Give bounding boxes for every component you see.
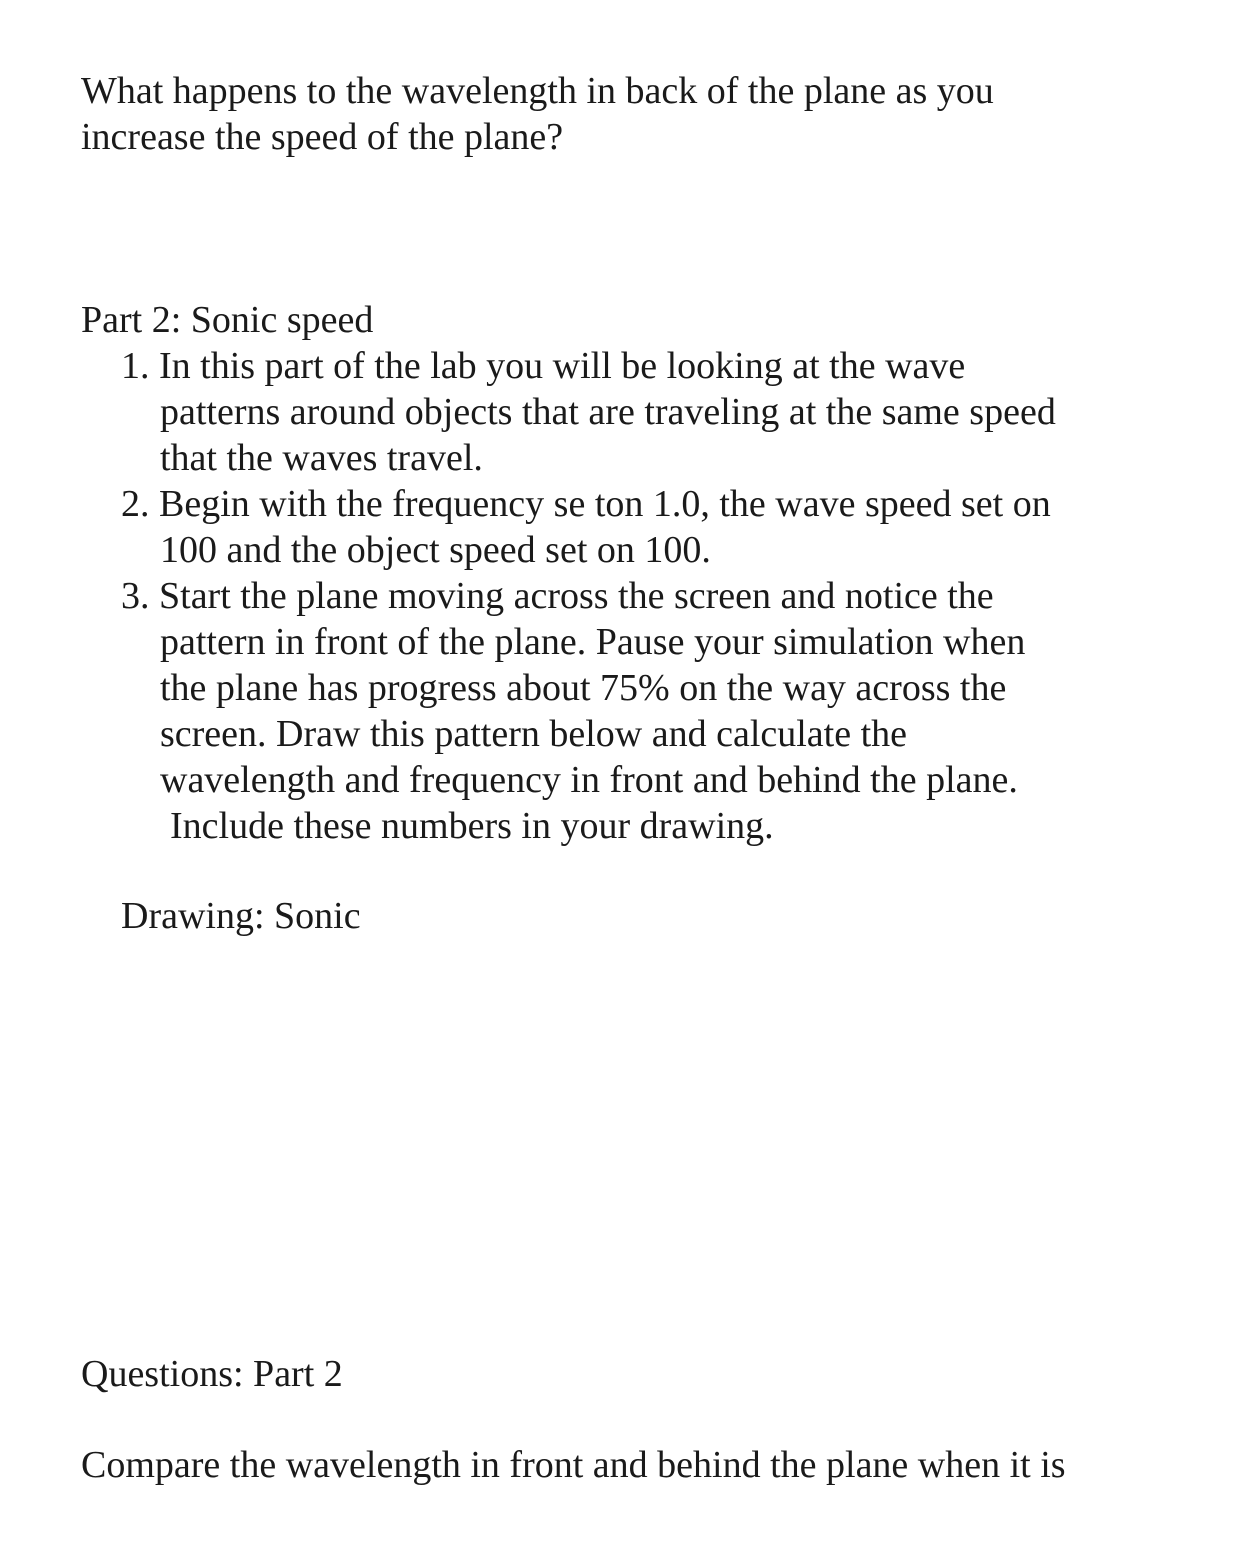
step-text: that the waves travel. <box>160 437 483 479</box>
step-text: the plane has progress about 75% on the way across the <box>160 667 1007 709</box>
step-number: 2. <box>121 483 150 525</box>
question-text: Compare the wavelength in front and behind the plane when it is <box>81 1444 1066 1486</box>
step-text: Include these numbers in your drawing. <box>170 805 774 847</box>
step-number: 3. <box>121 575 150 617</box>
step-text: Start the plane moving across the screen and notice the <box>159 575 994 617</box>
step-text: In this part of the lab you will be looking at the wave <box>159 345 966 387</box>
question-text: What happens to the wavelength in back of the plane as you <box>81 70 994 112</box>
section-heading: Part 2: Sonic speed <box>81 299 374 341</box>
step-item <box>121 573 994 619</box>
question-text: increase the speed of the plane? <box>81 116 564 158</box>
step-text: pattern in front of the plane. Pause your simulation when <box>160 621 1026 663</box>
step-text: screen. Draw this pattern below and calculate the <box>160 713 908 755</box>
step-item <box>121 343 965 389</box>
step-text: 100 and the object speed set on 100. <box>160 529 711 571</box>
drawing-label: Drawing: Sonic <box>121 895 361 937</box>
step-text: wavelength and frequency in front and behind the plane. <box>160 759 1018 801</box>
step-item <box>121 481 1051 527</box>
section-heading: Questions: Part 2 <box>81 1353 343 1395</box>
step-number: 1. <box>121 345 150 387</box>
step-text: patterns around objects that are traveling at the same speed <box>160 391 1056 433</box>
step-text: Begin with the frequency se ton 1.0, the wave speed set on <box>159 483 1051 525</box>
